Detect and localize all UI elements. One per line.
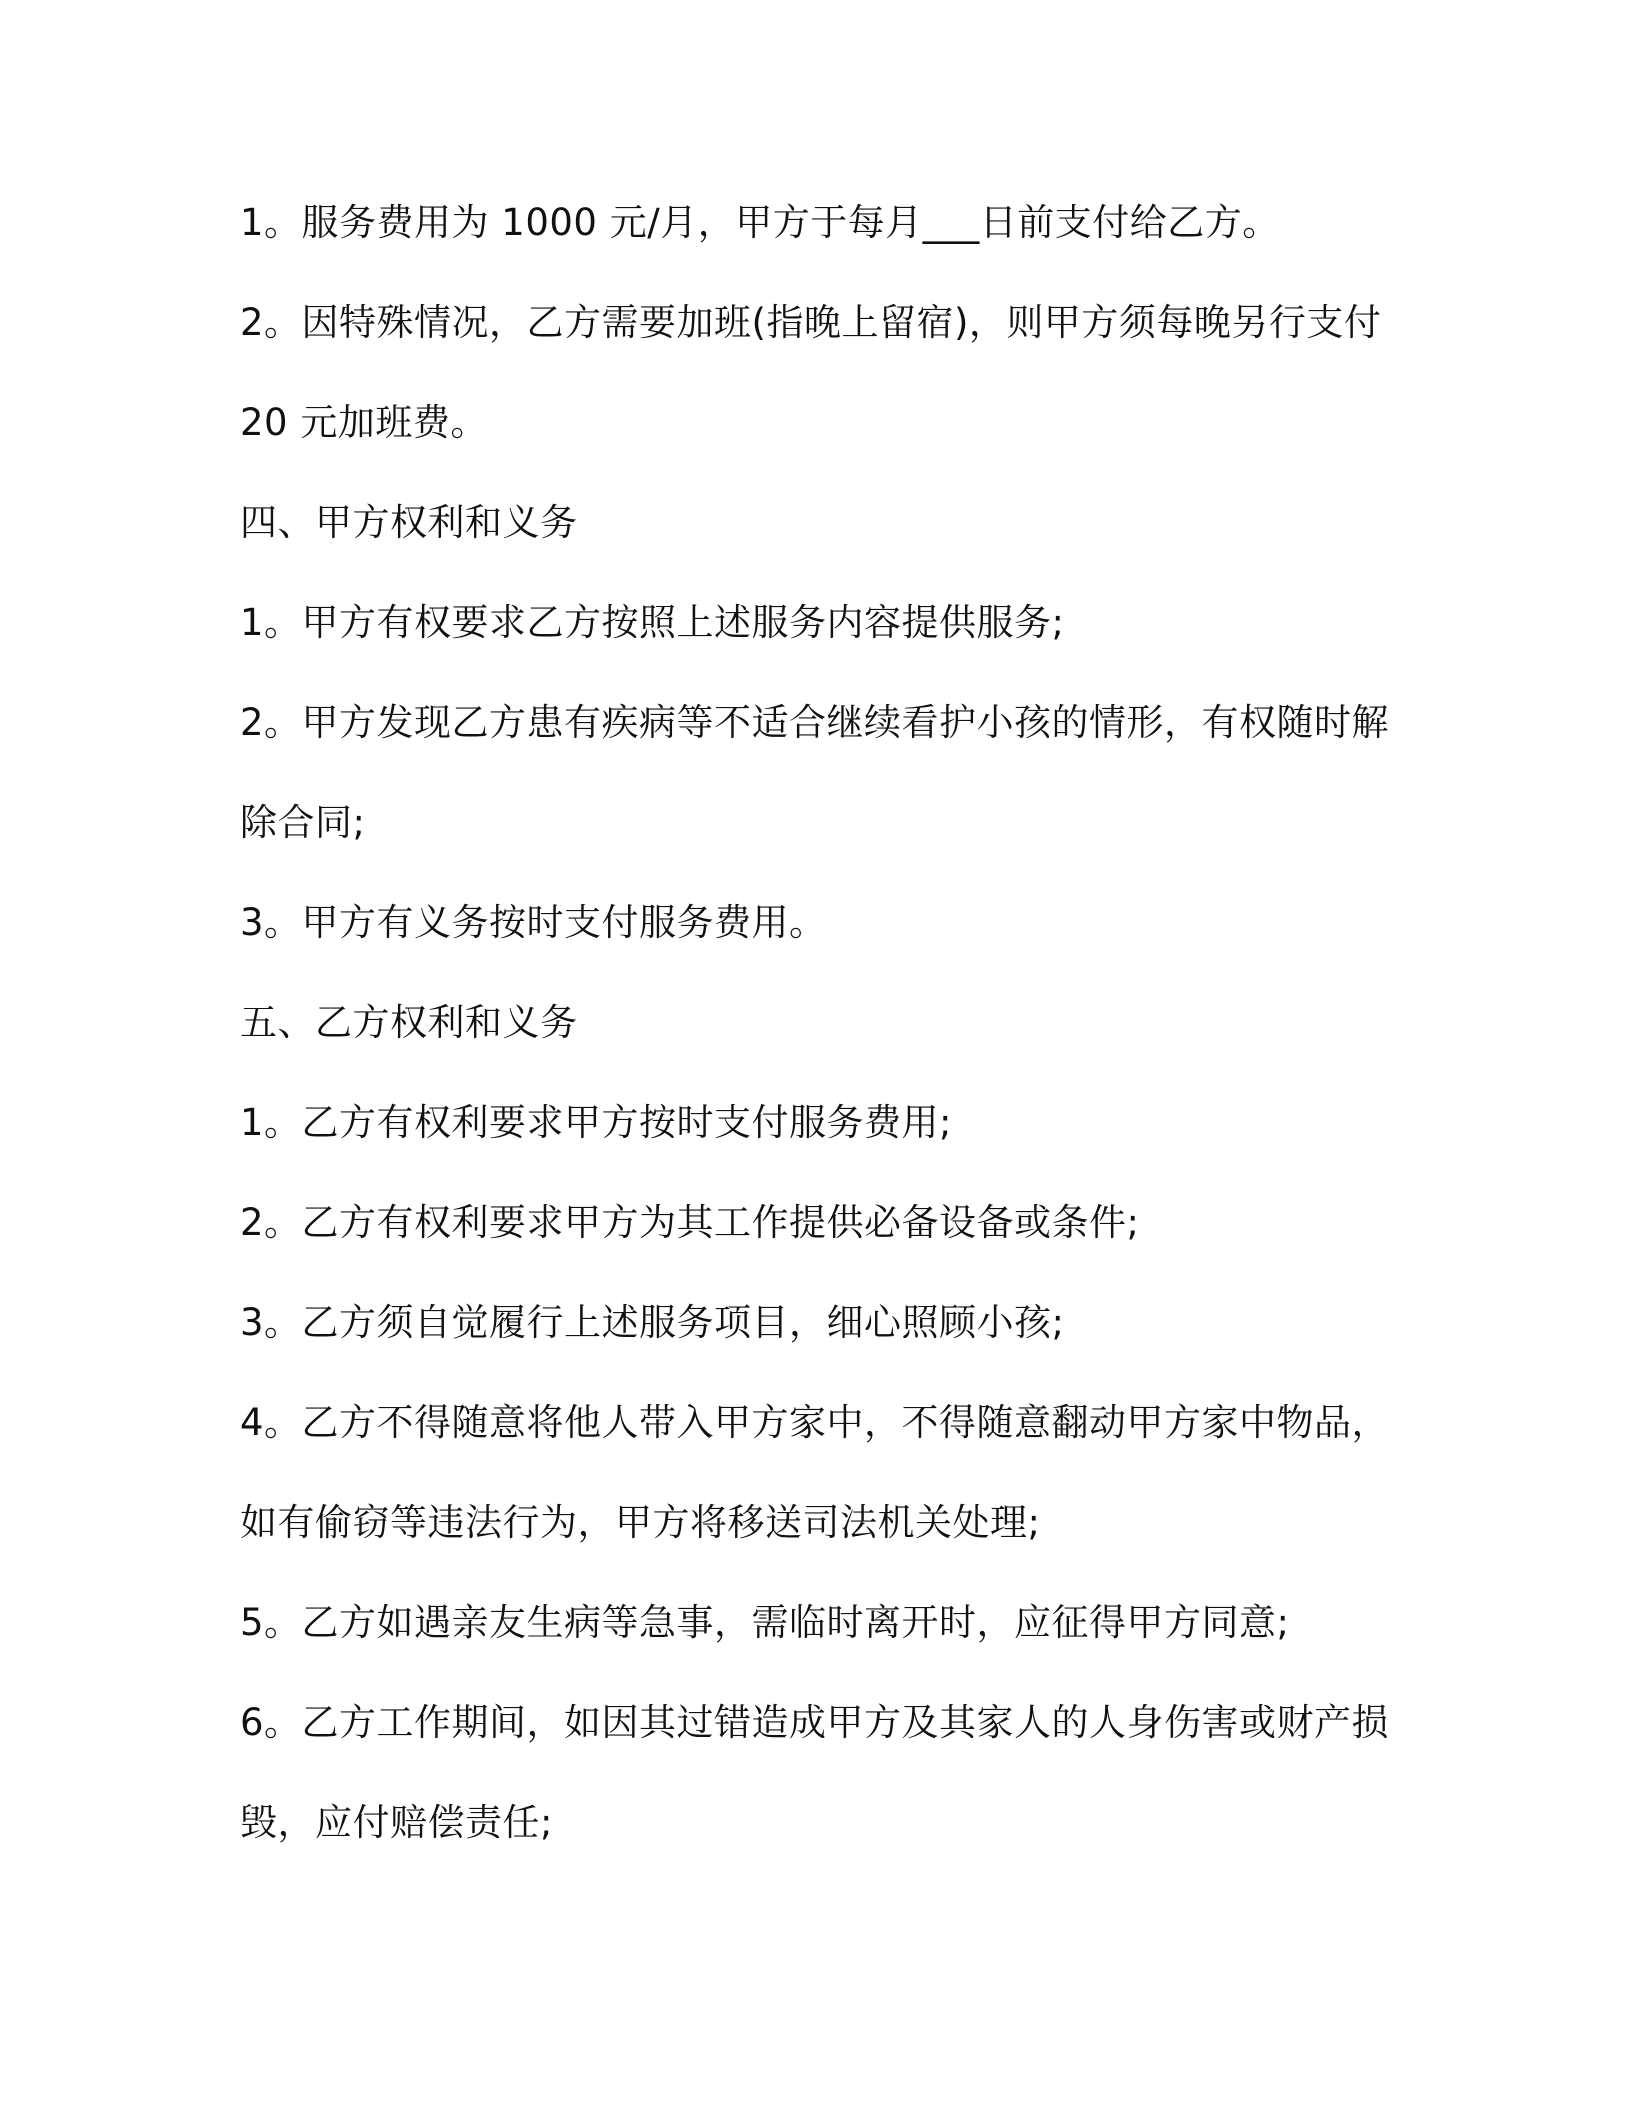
clause-5-5: 5。乙方如遇亲友生病等急事，需临时离开时，应征得甲方同意; xyxy=(240,1601,1290,1644)
clause-4-2: 2。甲方发现乙方患有疾病等不适合继续看护小孩的情形，有权随时解 xyxy=(240,701,1390,744)
clause-3-2-overtime: 2。因特殊情况，乙方需要加班(指晚上留宿)，则甲方须每晚另行支付 xyxy=(240,301,1382,344)
section-heading-party-a: 四、甲方权利和义务 xyxy=(240,501,578,544)
clause-4-2-cont: 除合同; xyxy=(240,801,366,844)
clause-5-3: 3。乙方须自觉履行上述服务项目，细心照顾小孩; xyxy=(240,1301,1065,1344)
clause-4-3: 3。甲方有义务按时支付服务费用。 xyxy=(240,901,827,944)
clause-4-1: 1。甲方有权要求乙方按照上述服务内容提供服务; xyxy=(240,601,1065,644)
clause-5-6: 6。乙方工作期间，如因其过错造成甲方及其家人的人身伤害或财产损 xyxy=(240,1701,1390,1744)
section-heading-party-b: 五、乙方权利和义务 xyxy=(240,1001,578,1044)
clause-5-4: 4。乙方不得随意将他人带入甲方家中，不得随意翻动甲方家中物品， xyxy=(240,1401,1390,1444)
clause-3-2-overtime-cont: 20 元加班费。 xyxy=(240,401,488,444)
clause-5-4-cont: 如有偷窃等违法行为，甲方将移送司法机关处理; xyxy=(240,1501,1041,1544)
clause-5-1: 1。乙方有权利要求甲方按时支付服务费用; xyxy=(240,1101,953,1144)
clause-5-6-cont: 毁，应付赔偿责任; xyxy=(240,1801,553,1844)
clause-5-2: 2。乙方有权利要求甲方为其工作提供必备设备或条件; xyxy=(240,1201,1140,1244)
clause-3-1-fee: 1。服务费用为 1000 元/月，甲方于每月___日前支付给乙方。 xyxy=(240,201,1280,244)
